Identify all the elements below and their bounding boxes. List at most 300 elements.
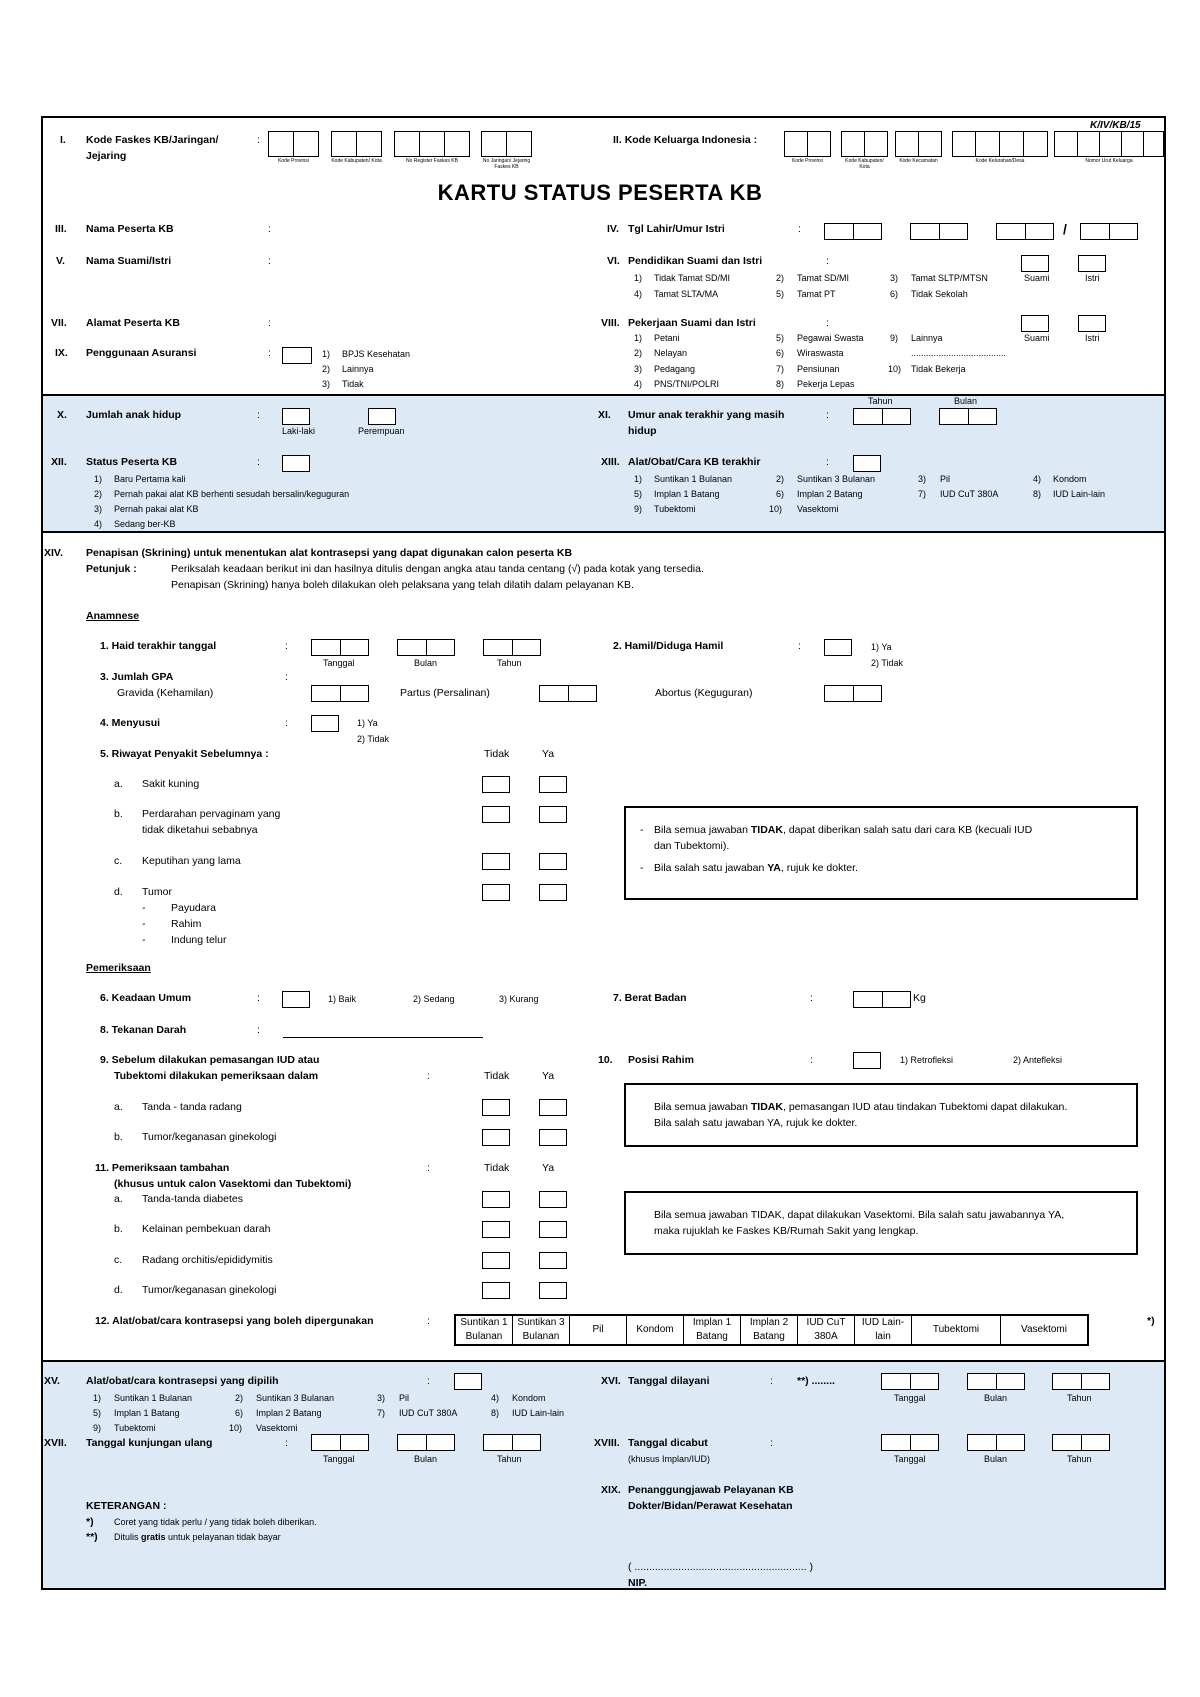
sec11-label: Umur anak terakhir yang masih [628,409,785,421]
opt-label: Vasektomi [797,504,839,514]
q11-d: d. [114,1284,123,1296]
petunjuk-line-1: Periksalah keadaan berikut ini dan hasilnya ditulis dengan angka atau tanda centang (√) pada kotak yang tersedia. [171,563,704,575]
opt-label: Baru Pertama kali [114,474,186,484]
opt-label: Vasektomi [256,1423,298,1433]
tekanan-darah-line[interactable] [283,1037,483,1038]
opt-num: 7) [918,489,927,499]
partus-input[interactable] [539,685,597,702]
opt-num: 6) [776,489,785,499]
q9b-tidak-box[interactable] [482,1129,510,1146]
sec18-colon: : [770,1437,773,1449]
sec5-num: V. [56,255,65,267]
kunjungan-tanggal-input[interactable] [311,1434,369,1451]
sec13-num: XIII. [601,456,620,468]
opt-num: 5) [776,333,785,343]
q2-colon: : [798,640,801,652]
kode-provinsi-input[interactable] [268,131,319,157]
q11-a: a. [114,1193,123,1205]
opt-num: 10) [229,1423,243,1433]
q7-colon: : [810,992,813,1004]
q11d-tidak-box[interactable] [482,1282,510,1299]
kk-kabupaten-input[interactable] [841,131,888,157]
q7-label: 7. Berat Badan [613,992,687,1004]
kontrasepsi-option[interactable]: Tubektomi [912,1316,1001,1344]
opt-num: 10) [888,364,902,374]
opt-label: Pil [940,474,951,484]
no-jaringan-input[interactable] [481,131,532,157]
q5-b: b. [114,808,123,820]
q5-tidak-header: Tidak [484,748,510,760]
opt-label: Pegawai Swasta [797,333,864,343]
posisi-rahim-box[interactable] [853,1052,881,1069]
opt-num: 2) [776,273,785,283]
opt-num: 6) [235,1408,244,1418]
info-box-iud: Bila semua jawaban TIDAK, pemasangan IUD atau tindakan Tubektomi dapat dilakukan. Bila salah satu jawaban YA, rujuk ke dokter. [624,1083,1138,1147]
haid-tahun-caption: Tahun [497,658,522,668]
sec18-label: Tanggal dicabut [628,1437,708,1449]
opt-label: Implan 2 Batang [797,489,863,499]
q2-opt-2: 2) Tidak [871,658,904,668]
opt-num: 5) [93,1408,102,1418]
opt-label: Petani [654,333,680,343]
opt-label: Implan 1 Batang [114,1408,180,1418]
sec10-colon: : [257,409,260,421]
dilayani-bulan-caption: Bulan [984,1393,1008,1403]
dicabut-tahun-caption: Tahun [1067,1454,1092,1464]
pendidikan-suami-caption: Suami [1024,273,1050,283]
q11c-tidak-box[interactable] [482,1252,510,1269]
kontrasepsi-option[interactable]: Vasektomi [1021,1324,1067,1335]
q11d-ya-box[interactable] [539,1282,567,1299]
q4-opt-1: 1) Ya [357,718,378,728]
dash: - [142,934,146,946]
sec5-colon: : [268,255,271,267]
q6-opt-3: 3) Kurang [499,994,539,1004]
divider-1 [43,394,1164,396]
sec2-label: II. Kode Keluarga Indonesia : [613,134,758,146]
haid-bulan-input[interactable] [397,639,455,656]
q8-label: 8. Tekanan Darah [100,1024,187,1036]
q5-c: c. [114,855,123,867]
opt-num: 4) [94,519,103,529]
page-title: KARTU STATUS PESERTA KB [437,180,763,205]
caption-kk-kabupaten: Kode Kabupaten/ Kota [845,158,884,170]
dicabut-tanggal-caption: Tanggal [894,1454,926,1464]
sec12-label: Status Peserta KB [86,456,178,468]
q6-label: 6. Keadaan Umum [100,992,192,1004]
q5-b-text: Perdarahan pervaginam yang [142,808,281,820]
kontrasepsi-table [454,1314,1089,1346]
q6-opt-2: 2) Sedang [413,994,455,1004]
opt-label: Kondom [512,1393,546,1403]
opt-label: Tamat SLTP/MTSN [911,273,988,283]
opt-num: 2) [776,474,785,484]
sec15-num: XV. [44,1375,60,1387]
sec18-num: XVIII. [594,1437,620,1449]
sec8-label: Pekerjaan Suami dan Istri [628,317,756,329]
kg-unit: Kg [913,992,926,1004]
opt-num: 9) [93,1423,102,1433]
kontrasepsi-option[interactable]: IUD CuT 380A [798,1316,855,1344]
opt-label: Pensiunan [797,364,840,374]
abortus-input[interactable] [824,685,882,702]
divider-2 [43,531,1164,533]
q5d-ya-box[interactable] [539,884,567,901]
dilayani-tahun-caption: Tahun [1067,1393,1092,1403]
gravida-input[interactable] [311,685,369,702]
q5-d-text: Tumor [142,886,172,898]
indung-telur: Indung telur [171,934,227,946]
q9b-ya-box[interactable] [539,1129,567,1146]
tgl-lahir-tanggal-input[interactable] [824,223,882,240]
sec12-num: XII. [51,456,67,468]
pendidikan-suami-box[interactable] [1021,255,1049,272]
opt-num: 4) [634,289,643,299]
opt-label: IUD CuT 380A [399,1408,458,1418]
opt-label: Suntikan 3 Bulanan [256,1393,335,1403]
opt-label: Tubektomi [114,1423,156,1433]
opt-num: 4) [491,1393,500,1403]
opt-num: 3) [322,379,331,389]
opt-num: 3) [94,504,103,514]
opt-label: Implan 2 Batang [256,1408,322,1418]
q11-b: b. [114,1223,123,1235]
sec17-colon: : [285,1437,288,1449]
anamnese-heading: Anamnese [86,610,140,622]
sec19-label-2: Dokter/Bidan/Perawat Kesehatan [628,1500,793,1512]
haid-tanggal-caption: Tanggal [323,658,355,668]
opt-num: 1) [93,1393,102,1403]
sec8-colon: : [826,317,829,329]
kk-kecamatan-input[interactable] [895,131,942,157]
q11-c: c. [114,1254,123,1266]
q5b-ya-box[interactable] [539,806,567,823]
tgl-slash: / [1063,221,1067,237]
sec1-colon: : [257,134,260,146]
kontrasepsi-option[interactable]: Implan 2 Batang [741,1316,798,1344]
opt-num: 6) [890,289,899,299]
q11-label-2: (khusus untuk calon Vasektomi dan Tubektomi) [114,1178,352,1190]
q11-tidak-header: Tidak [484,1162,510,1174]
partus-label: Partus (Persalinan) [400,687,490,699]
tgl-lahir-bulan-input[interactable] [910,223,968,240]
kunjungan-tanggal-caption: Tanggal [323,1454,355,1464]
sec6-num: VI. [607,255,620,267]
q2-label: 2. Hamil/Diduga Hamil [613,640,724,652]
dicabut-bulan-input[interactable] [967,1434,1025,1451]
sec19-num: XIX. [601,1484,621,1496]
q5d-tidak-box[interactable] [482,884,510,901]
caption-kk-provinsi: Kode Provinsi [792,158,823,164]
q9a-ya-box[interactable] [539,1099,567,1116]
q5-d: d. [114,886,123,898]
umur-istri-input[interactable] [1080,223,1138,240]
opt-label: Suntikan 1 Bulanan [654,474,733,484]
haid-tanggal-input[interactable] [311,639,369,656]
q1-colon: : [285,640,288,652]
q6-opt-1: 1) Baik [328,994,357,1004]
sec11-num: XI. [598,409,611,421]
anak-perempuan-box[interactable] [368,408,396,425]
perempuan-caption: Perempuan [358,426,405,436]
sec17-label: Tanggal kunjungan ulang [86,1437,213,1449]
kontrasepsi-option[interactable]: Implan 1 Batang [684,1316,741,1344]
asuransi-box[interactable] [282,347,312,364]
menyusui-box[interactable] [311,715,339,732]
alat-kb-terakhir-box[interactable] [853,455,881,472]
kontrasepsi-option[interactable]: Suntikan 3 Bulanan [513,1316,570,1344]
q11-label: 11. Pemeriksaan tambahan [95,1162,230,1174]
q9-colon: : [427,1070,430,1082]
opt-label: Pernah pakai alat KB [114,504,199,514]
kk-nomor-urut-input[interactable] [1054,131,1164,157]
opt-label: PNS/TNI/POLRI [654,379,720,389]
umur-anak-bulan-input[interactable] [939,408,997,425]
dilayani-tanggal-input[interactable] [881,1373,939,1390]
opt-num: 3) [377,1393,386,1403]
opt-label: BPJS Kesehatan [342,349,411,359]
sec3-colon: : [268,223,271,235]
sec16-label: Tanggal dilayani [628,1375,710,1387]
q2-opt-1: 1) Ya [871,642,892,652]
dicabut-tahun-input[interactable] [1052,1434,1110,1451]
q12-label: 12. Alat/obat/cara kontrasepsi yang boleh dipergunakan [95,1315,374,1327]
nip-label: NIP. [628,1577,648,1589]
opt-label: IUD Lain-lain [1053,489,1106,499]
kode-kabupaten-input[interactable] [331,131,382,157]
berat-badan-input[interactable] [853,991,911,1008]
sec12-colon: : [257,456,260,468]
q11-ya-header: Ya [542,1162,555,1174]
q12-colon: : [427,1315,430,1327]
kontrasepsi-option[interactable]: Kondom [627,1316,684,1344]
dash: - [142,902,146,914]
q11-colon: : [427,1162,430,1174]
opt-label: IUD CuT 380A [940,489,999,499]
q9-tidak-header: Tidak [484,1070,510,1082]
umur-anak-tahun-input[interactable] [853,408,911,425]
opt-label: Tidak Tamat SD/MI [654,273,731,283]
info-box-vasektomi: Bila semua jawaban TIDAK, dapat dilakukan Vasektomi. Bila salah satu jawabannya YA, maka rujuklah ke Faskes KB/Rumah Sakit yang lengkap. [624,1191,1138,1255]
lainnya-dots: ...................................... [911,348,1007,358]
q5c-tidak-box[interactable] [482,853,510,870]
q11b-tidak-box[interactable] [482,1221,510,1238]
haid-bulan-caption: Bulan [414,658,438,668]
sec1-num: I. [60,134,66,146]
sec6-colon: : [826,255,829,267]
q11c-ya-box[interactable] [539,1252,567,1269]
sec10-num: X. [57,409,67,421]
opt-num: 1) [634,474,643,484]
caption-no-jaringan: No Jaringan/ Jejaring Faskes KB [482,158,531,170]
pekerjaan-suami-box[interactable] [1021,315,1049,332]
q11-a-text: Tanda-tanda diabetes [142,1193,243,1205]
divider-3 [43,1360,1164,1362]
opt-label: Suntikan 1 Bulanan [114,1393,193,1403]
q8-colon: : [257,1024,260,1036]
q9a-tidak-box[interactable] [482,1099,510,1116]
opt-num: 5) [776,289,785,299]
ket-mark-2: **) [86,1531,98,1543]
sec16-gratis-mark: **) ........ [797,1375,835,1387]
kontrasepsi-option[interactable]: IUD Lain-lain [855,1316,912,1344]
opt-label: Tamat SD/MI [797,273,850,283]
q3-colon: : [285,671,288,683]
dash: - [142,918,146,930]
q3-label: 3. Jumlah GPA [100,671,174,683]
pekerjaan-istri-caption: Istri [1085,333,1100,343]
opt-num: 9) [634,504,643,514]
sec7-colon: : [268,317,271,329]
q5a-tidak-box[interactable] [482,776,510,793]
anak-laki-box[interactable] [282,408,310,425]
q1-label: 1. Haid terakhir tanggal [100,640,217,652]
opt-label: Pedagang [654,364,696,374]
alat-dipilih-box[interactable] [454,1373,482,1390]
dilayani-tanggal-caption: Tanggal [894,1393,926,1403]
opt-label: Sedang ber-KB [114,519,176,529]
kontrasepsi-option[interactable]: Suntikan 1 Bulanan [456,1316,513,1344]
keterangan-title: KETERANGAN : [86,1500,167,1512]
opt-num: 4) [634,379,643,389]
pendidikan-istri-box[interactable] [1078,255,1106,272]
sec14-label: Penapisan (Skrining) untuk menentukan alat kontrasepsi yang dapat digunakan calon peserta KB [86,547,573,559]
sec17-num: XVII. [44,1437,67,1449]
payudara: Payudara [171,902,216,914]
keadaan-umum-box[interactable] [282,991,310,1008]
sec11-colon: : [826,409,829,421]
sec5-label: Nama Suami/Istri [86,255,172,267]
opt-num: 2) [94,489,103,499]
caption-kode-kabupaten: Kode Kabupaten/ Kota [331,158,382,164]
tgl-lahir-tahun-input[interactable] [996,223,1054,240]
dicabut-tanggal-input[interactable] [881,1434,939,1451]
opt-label: Wiraswasta [797,348,844,358]
opt-label: Tamat PT [797,289,836,299]
q10-opt-1: 1) Retrofleksi [900,1055,954,1065]
sec1-label: Kode Faskes KB/Jaringan/ [86,134,219,146]
ket-text-1: Coret yang tidak perlu / yang tidak boleh diberikan. [114,1517,317,1527]
kunjungan-tahun-caption: Tahun [497,1454,522,1464]
status-peserta-box[interactable] [282,455,310,472]
q10-colon: : [810,1054,813,1066]
q4-label: 4. Menyusui [100,717,161,729]
q5-c-text: Keputihan yang lama [142,855,241,867]
sec1-label-2: Jejaring [86,150,127,162]
pendidikan-istri-caption: Istri [1085,273,1100,283]
laki-laki-caption: Laki-laki [282,426,316,436]
sec13-label: Alat/Obat/Cara KB terakhir [628,456,761,468]
q11-b-text: Kelainan pembekuan darah [142,1223,271,1235]
kunjungan-tahun-input[interactable] [483,1434,541,1451]
q5-label: 5. Riwayat Penyakit Sebelumnya : [100,748,269,760]
opt-num: 4) [1033,474,1042,484]
opt-num: 1) [634,273,643,283]
opt-label: Kondom [1053,474,1087,484]
opt-label: IUD Lain-lain [512,1408,565,1418]
opt-num: 1) [634,333,643,343]
no-register-faskes-input[interactable] [394,131,470,157]
kk-kelurahan-input[interactable] [952,131,1048,157]
opt-num: 5) [634,489,643,499]
opt-num: 7) [377,1408,386,1418]
q9-ya-header: Ya [542,1070,555,1082]
ket-mark-1: *) [86,1516,94,1528]
sec13-colon: : [826,456,829,468]
rahim: Rahim [171,918,202,930]
dilayani-bulan-input[interactable] [967,1373,1025,1390]
opt-num: 6) [776,348,785,358]
q5-a: a. [114,778,123,790]
info-box-anamnese: - Bila semua jawaban TIDAK, dapat diberikan salah satu dari cara KB (kecuali IUD dan Tubektomi). - Bila salah satu jawaban YA, rujuk ke dokter. [624,806,1138,900]
abortus-label: Abortus (Keguguran) [655,687,753,699]
opt-label: Implan 1 Batang [654,489,720,499]
q11a-tidak-box[interactable] [482,1191,510,1208]
q11a-ya-box[interactable] [539,1191,567,1208]
petunjuk-label: Petunjuk : [86,563,137,575]
opt-label: Lainnya [911,333,943,343]
haid-tahun-input[interactable] [483,639,541,656]
q6-colon: : [257,992,260,1004]
dilayani-tahun-input[interactable] [1052,1373,1110,1390]
petunjuk-line-2: Penapisan (Skrining) hanya boleh dilakukan oleh pelaksana yang telah dilatih dalam pelayanan KB. [171,579,634,591]
opt-label: Pil [399,1393,410,1403]
q11b-ya-box[interactable] [539,1221,567,1238]
tahun-caption: Tahun [868,396,893,406]
sec4-label: Tgl Lahir/Umur Istri [628,223,725,235]
q5c-ya-box[interactable] [539,853,567,870]
q5-b-text-2: tidak diketahui sebabnya [142,824,258,836]
ket-text-2: Ditulis gratis untuk pelayanan tidak bayar [114,1532,281,1542]
opt-num: 3) [890,273,899,283]
caption-kk-kelurahan: Kode Kelurahan/Desa [975,158,1025,164]
signature-line[interactable]: ( ........................................................... ) [628,1561,813,1573]
sec8-num: VIII. [601,317,620,329]
sec14-num: XIV. [44,547,63,559]
opt-label: Pernah pakai alat KB berhenti sesudah bersalin/keguguran [114,489,350,499]
q5a-ya-box[interactable] [539,776,567,793]
kunjungan-bulan-input[interactable] [397,1434,455,1451]
opt-num: 3) [634,364,643,374]
sec10-label: Jumlah anak hidup [86,409,182,421]
kontrasepsi-option[interactable]: Pil [570,1316,627,1344]
pekerjaan-istri-box[interactable] [1078,315,1106,332]
opt-num: 1) [322,349,331,359]
opt-num: 8) [776,379,785,389]
sec4-colon: : [798,223,801,235]
q11-c-text: Radang orchitis/epididymitis [142,1254,273,1266]
sec6-label: Pendidikan Suami dan Istri [628,255,763,267]
caption-no-register: No Register Faskes KB [406,158,458,164]
sec3-label: Nama Peserta KB [86,223,174,235]
q10-num: 10. [598,1054,613,1066]
q5b-tidak-box[interactable] [482,806,510,823]
pemeriksaan-heading: Pemeriksaan [86,962,151,974]
q9-b: b. [114,1131,123,1143]
kk-provinsi-input[interactable] [784,131,831,157]
q9-a: a. [114,1101,123,1113]
opt-num: 2) [322,364,331,374]
hamil-box[interactable] [824,639,852,656]
q9-label: 9. Sebelum dilakukan pemasangan IUD atau [100,1054,320,1066]
opt-label: Nelayan [654,348,688,358]
gravida-label: Gravida (Kehamilan) [117,687,214,699]
opt-num: 8) [1033,489,1042,499]
opt-num: 9) [890,333,899,343]
dicabut-bulan-caption: Bulan [984,1454,1008,1464]
bulan-caption: Bulan [954,396,978,406]
q10-opt-2: 2) Antefleksi [1013,1055,1063,1065]
